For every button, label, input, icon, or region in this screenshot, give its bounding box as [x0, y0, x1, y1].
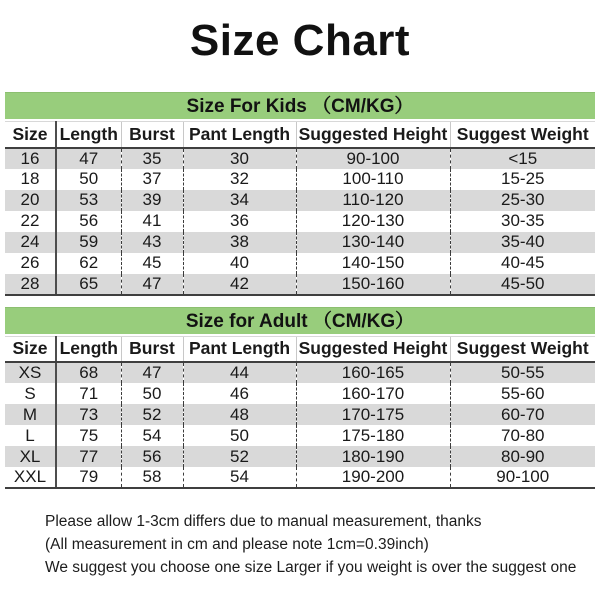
- table-cell: 18: [5, 169, 56, 190]
- column-header-suggested-height: Suggested Height: [296, 336, 450, 362]
- table-cell: 60-70: [450, 404, 595, 425]
- table-cell: 73: [79, 404, 99, 424]
- table-cell: 54: [183, 467, 296, 488]
- note-line: (All measurement in cm and please note 1cm=0.39inch): [45, 536, 429, 553]
- table-cell: 180-190: [296, 446, 450, 467]
- size-chart-page: [0, 12, 600, 600]
- table-cell: 77: [79, 446, 99, 466]
- table-cell: 22: [5, 211, 56, 232]
- table-cell: 56: [79, 211, 99, 230]
- table-cell: 140-150: [296, 253, 450, 274]
- table-cell: 53: [79, 190, 99, 209]
- table-row: [5, 362, 595, 383]
- table-cell: 50: [183, 425, 296, 446]
- column-header-burst: Burst: [121, 336, 183, 362]
- table-cell: 170-175: [296, 404, 450, 425]
- table-cell: 30: [183, 148, 296, 169]
- table-cell: 35-40: [450, 232, 595, 253]
- table-row: [5, 404, 595, 425]
- page-title: Size Chart: [189, 16, 411, 65]
- table-cell: 28: [5, 274, 56, 295]
- table-cell: 50-55: [450, 362, 595, 383]
- kids-section-banner: Size For Kids （CM/KG）: [5, 92, 595, 119]
- table-cell: 16: [5, 148, 56, 169]
- table-cell: 36: [183, 211, 296, 232]
- table-cell: 160-165: [296, 362, 450, 383]
- table-cell: 52: [183, 446, 296, 467]
- table-cell: 41: [121, 211, 183, 232]
- table-cell: 40-45: [450, 253, 595, 274]
- table-cell: 20: [5, 190, 56, 211]
- table-cell: 175-180: [296, 425, 450, 446]
- table-cell: S: [5, 383, 56, 404]
- table-cell: 47: [79, 148, 99, 168]
- table-cell: 35: [121, 148, 183, 169]
- table-cell: 90-100: [296, 148, 450, 169]
- table-cell: 52: [121, 404, 183, 425]
- table-cell: 46: [183, 383, 296, 404]
- column-header-suggest-weight: Suggest Weight: [450, 122, 595, 148]
- table-cell: 32: [183, 169, 296, 190]
- table-cell: 80-90: [450, 446, 595, 467]
- table-cell: 65: [56, 274, 121, 295]
- table-cell: 130-140: [296, 232, 450, 253]
- table-cell: L: [5, 425, 56, 446]
- table-cell: 120-130: [296, 211, 450, 232]
- table-cell: 79: [56, 467, 121, 488]
- table-cell: 44: [183, 362, 296, 383]
- adult-size-section: [5, 307, 595, 490]
- table-cell: 59: [79, 232, 99, 251]
- table-cell: M: [5, 404, 56, 425]
- table-row: [5, 383, 595, 404]
- table-row: [5, 274, 595, 295]
- table-cell: 56: [121, 446, 183, 467]
- column-header-suggest-weight: Suggest Weight: [450, 336, 595, 362]
- table-cell: 54: [121, 425, 183, 446]
- table-cell: 50: [121, 383, 183, 404]
- table-cell: 90-100: [450, 467, 595, 488]
- kids-size-section: [5, 92, 595, 296]
- column-header-length: Length: [56, 122, 121, 148]
- table-cell: 58: [121, 467, 183, 488]
- table-row: [5, 253, 595, 274]
- table-cell: 68: [79, 363, 99, 382]
- table-cell: 100-110: [296, 169, 450, 190]
- column-header-size: Size: [5, 336, 56, 362]
- column-header-pant-length: Pant Length: [183, 122, 296, 148]
- column-header-size: Size: [5, 122, 56, 148]
- table-cell: 38: [183, 232, 296, 253]
- kids-size-table: [5, 121, 595, 296]
- table-cell: 34: [183, 190, 296, 211]
- table-row: [5, 446, 595, 467]
- column-header-suggested-height: Suggested Height: [296, 122, 450, 148]
- note-line: Please allow 1-3cm differs due to manual measurement, thanks: [45, 513, 482, 530]
- table-row: [5, 148, 595, 169]
- header-row: [5, 122, 595, 148]
- table-cell: 50: [79, 169, 99, 188]
- table-cell: 190-200: [296, 467, 450, 488]
- table-cell: 30-35: [450, 211, 595, 232]
- table-cell: 62: [79, 253, 99, 272]
- table-cell: XS: [5, 362, 56, 383]
- column-header-length: Length: [56, 336, 121, 362]
- table-cell: 40: [183, 253, 296, 274]
- table-cell: 42: [183, 274, 296, 295]
- table-cell: 71: [79, 383, 99, 403]
- table-cell: 45-50: [450, 274, 595, 295]
- table-cell: 55-60: [450, 383, 595, 404]
- adult-size-table: [5, 336, 595, 490]
- table-cell: 25-30: [450, 190, 595, 211]
- table-cell: 15-25: [450, 169, 595, 190]
- table-cell: 45: [121, 253, 183, 274]
- table-row: [5, 232, 595, 253]
- table-cell: 37: [121, 169, 183, 190]
- measurement-notes: [45, 510, 600, 579]
- header-row: [5, 336, 595, 362]
- note-line: We suggest you choose one size Larger if you weight is over the suggest one: [45, 559, 577, 576]
- table-row: [5, 211, 595, 232]
- table-cell: 75: [79, 425, 99, 445]
- table-cell: <15: [450, 148, 595, 169]
- table-row: [5, 467, 595, 488]
- table-cell: 47: [121, 274, 183, 295]
- table-cell: 43: [121, 232, 183, 253]
- table-row: [5, 169, 595, 190]
- adult-section-banner: Size for Adult （CM/KG）: [5, 307, 595, 334]
- table-cell: 39: [121, 190, 183, 211]
- table-cell: XL: [5, 446, 56, 467]
- table-cell: 110-120: [296, 190, 450, 211]
- table-cell: 70-80: [450, 425, 595, 446]
- table-cell: 48: [183, 404, 296, 425]
- column-header-pant-length: Pant Length: [183, 336, 296, 362]
- table-row: [5, 425, 595, 446]
- table-cell: 47: [121, 362, 183, 383]
- table-cell: 150-160: [296, 274, 450, 295]
- table-cell: 160-170: [296, 383, 450, 404]
- table-cell: XXL: [5, 467, 56, 488]
- table-cell: 24: [5, 232, 56, 253]
- table-row: [5, 190, 595, 211]
- column-header-burst: Burst: [121, 122, 183, 148]
- table-cell: 26: [5, 253, 56, 274]
